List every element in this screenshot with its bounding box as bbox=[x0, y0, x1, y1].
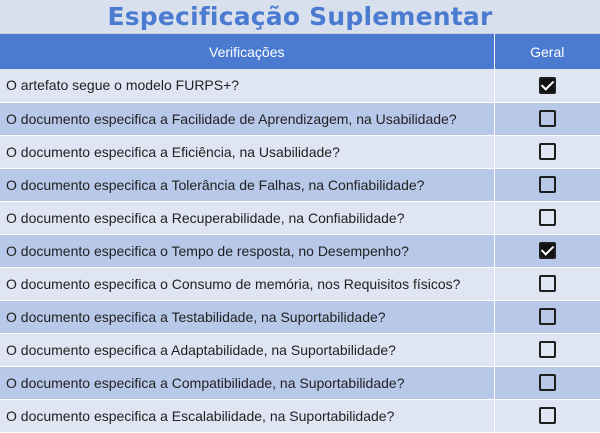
table-row bbox=[0, 135, 600, 168]
page-title: Especificação Suplementar bbox=[107, 1, 493, 31]
checkbox[interactable] bbox=[539, 275, 556, 292]
checkbox[interactable] bbox=[539, 176, 556, 193]
table-row bbox=[0, 366, 600, 399]
checkbox[interactable] bbox=[539, 209, 556, 226]
checkbox-cell bbox=[494, 267, 600, 300]
column-header-verificacoes: Verificações bbox=[0, 34, 494, 69]
checkbox[interactable] bbox=[539, 407, 556, 424]
question-cell: O documento especifica a Escalabilidade, na Suportabilidade? bbox=[0, 399, 494, 432]
table-row bbox=[0, 69, 600, 102]
table-body bbox=[0, 69, 600, 432]
checkbox-cell bbox=[494, 399, 600, 432]
question-cell: O documento especifica a Facilidade de Aprendizagem, na Usabilidade? bbox=[0, 102, 494, 135]
question-cell: O documento especifica a Testabilidade, na Suportabilidade? bbox=[0, 300, 494, 333]
table-row bbox=[0, 102, 600, 135]
question-cell: O documento especifica a Tolerância de Falhas, na Confiabilidade? bbox=[0, 168, 494, 201]
checkbox-cell bbox=[494, 366, 600, 399]
table-row bbox=[0, 168, 600, 201]
checkbox-cell bbox=[494, 135, 600, 168]
checkbox-checked[interactable] bbox=[539, 77, 556, 94]
checkbox-cell bbox=[494, 102, 600, 135]
question-cell: O documento especifica o Consumo de memória, nos Requisitos físicos? bbox=[0, 267, 494, 300]
checkbox[interactable] bbox=[539, 143, 556, 160]
question-cell: O documento especifica a Adaptabilidade, na Suportabilidade? bbox=[0, 333, 494, 366]
checkbox-cell bbox=[494, 69, 600, 102]
question-cell: O artefato segue o modelo FURPS+? bbox=[0, 69, 494, 102]
table-row bbox=[0, 399, 600, 432]
table-row bbox=[0, 300, 600, 333]
checkbox-cell bbox=[494, 168, 600, 201]
column-header-geral: Geral bbox=[494, 34, 600, 69]
table-header-row bbox=[0, 34, 600, 69]
question-cell: O documento especifica a Eficiência, na Usabilidade? bbox=[0, 135, 494, 168]
checkbox-cell bbox=[494, 333, 600, 366]
checkbox-checked[interactable] bbox=[539, 242, 556, 259]
checkbox-cell bbox=[494, 300, 600, 333]
checkbox-cell bbox=[494, 201, 600, 234]
table-row bbox=[0, 333, 600, 366]
table-row bbox=[0, 267, 600, 300]
checkbox[interactable] bbox=[539, 341, 556, 358]
checkbox-cell bbox=[494, 234, 600, 267]
checkbox[interactable] bbox=[539, 374, 556, 391]
checkbox[interactable] bbox=[539, 110, 556, 127]
table-row bbox=[0, 234, 600, 267]
checklist-table bbox=[0, 34, 600, 433]
question-cell: O documento especifica a Compatibilidade, na Suportabilidade? bbox=[0, 366, 494, 399]
question-cell: O documento especifica o Tempo de resposta, no Desempenho? bbox=[0, 234, 494, 267]
question-cell: O documento especifica a Recuperabilidade, na Confiabilidade? bbox=[0, 201, 494, 234]
title-bar bbox=[0, 0, 600, 34]
checkbox[interactable] bbox=[539, 308, 556, 325]
table-row bbox=[0, 201, 600, 234]
